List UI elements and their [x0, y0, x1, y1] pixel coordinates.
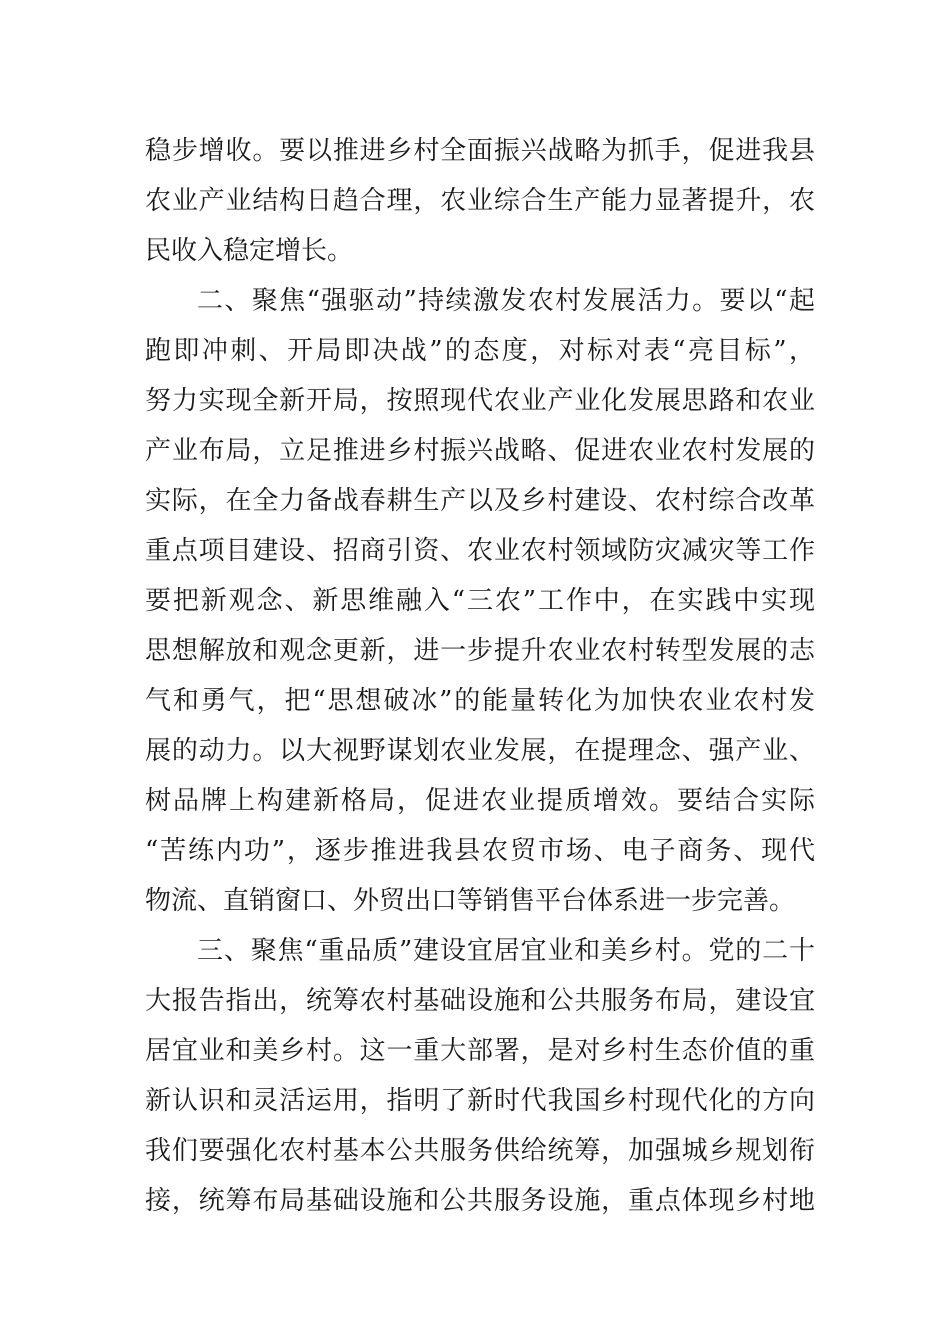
text-line: 物流、直销窗口、外贸出口等销售平台体系进一步完善。: [145, 886, 796, 916]
text-line: 跑即冲刺、开局即决战”的态度，对标对表“亮目标”，: [145, 336, 815, 366]
text-line: 我们要强化农村基本公共服务供给统筹，加强城乡规划衔: [145, 1136, 815, 1166]
text-line: 要把新观念、新思维融入“三农”工作中，在实践中实现: [145, 586, 815, 616]
paragraph-start-line: 二、聚焦“强驱动”持续激发农村发展活力。要以“起: [197, 286, 815, 316]
text-line: 农业产业结构日趋合理，农业综合生产能力显著提升，农: [145, 186, 815, 216]
text-line: 大报告指出，统筹农村基础设施和公共服务布局，建设宜: [145, 986, 815, 1016]
text-line: 新认识和灵活运用，指明了新时代我国乡村现代化的方向: [145, 1086, 815, 1116]
text-line: 稳步增收。要以推进乡村全面振兴战略为抓手，促进我县: [145, 136, 815, 166]
paragraph-start-line: 三、聚焦“重品质”建设宜居宜业和美乡村。党的二十: [197, 936, 815, 966]
text-line: 树品牌上构建新格局，促进农业提质增效。要结合实际: [145, 786, 815, 816]
text-line: 思想解放和观念更新，进一步提升农业农村转型发展的志: [145, 636, 815, 666]
text-line: 实际，在全力备战春耕生产以及乡村建设、农村综合改革: [145, 486, 815, 516]
text-line: 展的动力。以大视野谋划农业发展，在提理念、强产业、: [145, 736, 815, 766]
text-line: 民收入稳定增长。: [145, 236, 354, 266]
text-line: “苦练内功”，逐步推进我县农贸市场、电子商务、现代: [145, 836, 815, 866]
text-line: 接，统筹布局基础设施和公共服务设施，重点体现乡村地: [145, 1186, 815, 1216]
text-line: 居宜业和美乡村。这一重大部署，是对乡村生态价值的重: [145, 1036, 815, 1066]
text-line: 努力实现全新开局，按照现代农业产业化发展思路和农业: [145, 386, 815, 416]
text-line: 气和勇气，把“思想破冰”的能量转化为加快农业农村发: [145, 686, 815, 716]
text-line: 重点项目建设、招商引资、农业农村领域防灾减灾等工作: [145, 536, 815, 566]
text-line: 产业布局，立足推进乡村振兴战略、促进农业农村发展的: [145, 436, 815, 466]
